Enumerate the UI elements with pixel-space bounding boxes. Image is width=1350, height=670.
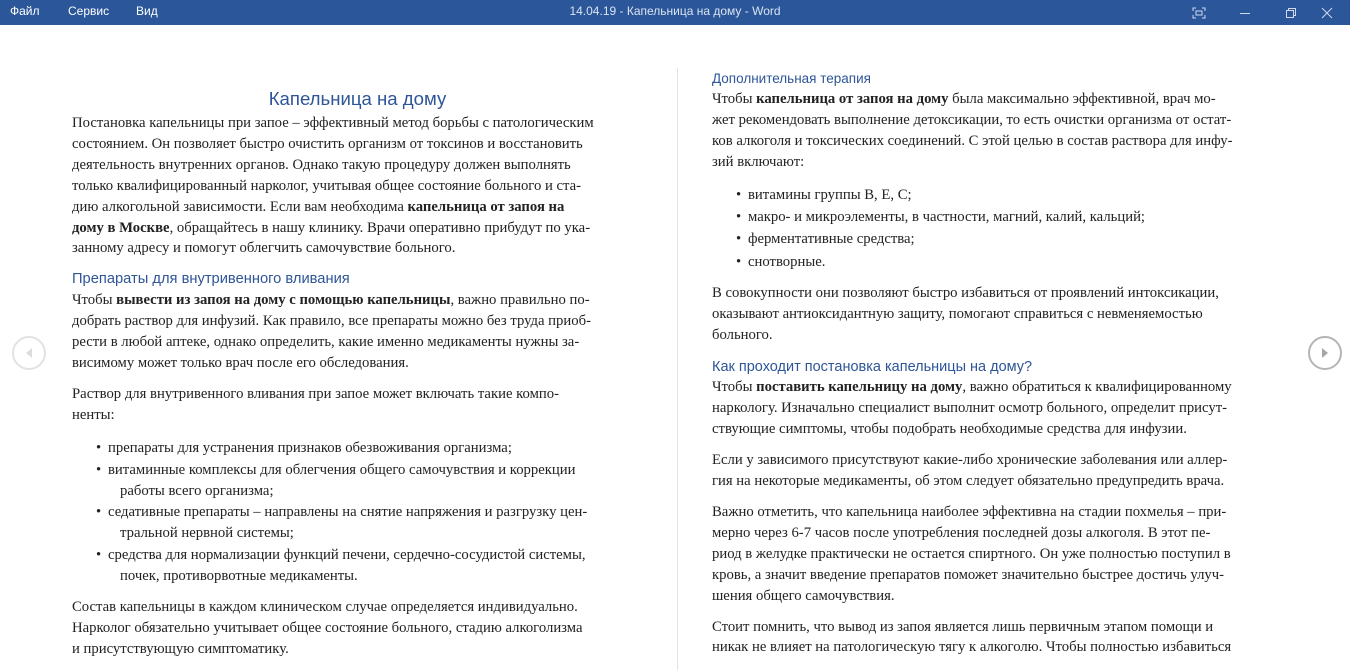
- menu-file[interactable]: Файл: [10, 4, 40, 18]
- close-button[interactable]: [1304, 0, 1350, 25]
- list-item: • ферментативные средства;: [736, 231, 915, 248]
- prev-page-button[interactable]: [12, 336, 46, 370]
- close-icon: [1321, 7, 1333, 19]
- title-bar: [0, 0, 1350, 25]
- list-item: • препараты для устранения признаков обезвоживания организма;: [96, 439, 512, 456]
- section-heading: Как проходит постановка капельницы на дому?: [712, 358, 1033, 375]
- list-item: • витаминные комплексы для облегчения общего самочувствия и коррекции работы всего организма;: [96, 461, 576, 499]
- section-heading: Дополнительная терапия: [712, 71, 871, 86]
- next-page-button[interactable]: [1308, 336, 1342, 370]
- menu-service[interactable]: Сервис: [68, 4, 110, 18]
- bullet-list: [72, 438, 657, 587]
- paragraph: Важно отметить, что капельница наиболее эффективна на стадии похмелья – при- мерно через 6-7 часов после употребления последней дозы алкоголя. В этот пе- риод в желудке практически не остается спиртного. Он уже полностью поступил в кровь, а значит введение препаратов поможет значительно быстрее достичь улуч- шения общего самочувствия.: [712, 503, 1231, 604]
- paragraph: Раствор для внутривенного вливания при запое может включать такие компо- ненты:: [72, 385, 559, 423]
- page-divider: [677, 68, 678, 670]
- restore-icon: [1285, 7, 1297, 19]
- paragraph: Чтобы вывести из запоя на дому с помощью капельницы, важно правильно по- добрать раствор для инфузий. Как правило, все препараты можно без труда приоб- рести в любой аптеке, однако определить, какие именно медикаменты нужны за- висимому может только врач после его обследования.: [72, 292, 591, 371]
- list-item: • витамины группы В, Е, С;: [736, 186, 912, 203]
- paragraph: Состав капельницы в каждом клиническом случае определяется индивидуально. Нарколог обязательно учитывает общее состояние больного, стадию алкоголизма и присутствующую симптоматику.: [72, 599, 583, 657]
- paragraph: Чтобы капельница от запоя на дому была максимально эффективной, врач мо- жет рекомендовать выполнение детоксикации, то есть очистки организма от остат- ков алкоголя и токсических соединений. С этой целью в состав раствора для инфу- зий включают:: [712, 91, 1233, 170]
- document-title: Капельница на дому: [268, 88, 447, 109]
- paragraph: В совокупности они позволяют быстро избавиться от проявлений интоксикации, оказывают антиоксидантную защиту, помогают справиться с невменяемостью больного.: [712, 284, 1219, 343]
- focus-mode-icon: [1192, 7, 1206, 19]
- paragraph: Если у зависимого присутствуют какие-либо хронические заболевания или аллер- гия на некоторые медикаменты, об этом следует обязательно предупредить врача.: [712, 452, 1228, 490]
- focus-mode-button[interactable]: [1176, 0, 1222, 25]
- prev-page-icon: [22, 346, 36, 360]
- list-item: • макро- и микроэлементы, в частности, магний, калий, кальций;: [736, 208, 1146, 225]
- window-title: 14.04.19 - Капельница на дому - Word: [569, 4, 781, 18]
- minimize-icon: [1239, 7, 1251, 19]
- left-page: [72, 86, 657, 660]
- list-item: • снотворные.: [736, 253, 826, 270]
- paragraph: Чтобы поставить капельницу на дому, важно обратиться к квалифицированному наркологу. Изначально специалист выполнит осмотр больного, определит присут- ствующие симптомы, чтобы подобрать необходимые средства для инфузии.: [712, 379, 1232, 438]
- minimize-button[interactable]: [1222, 0, 1268, 25]
- next-page-icon: [1318, 346, 1332, 360]
- paragraph: Постановка капельницы при запое – эффективный метод борьбы с патологическим состоянием. Он позволяет быстро очистить организм от токсинов и восстановить деятельность внутренних органов. Однако такую процедуру должен выполнять только квалифицированный нарколог, учитывая общее состояние больного и ста- дию алкогольной зависимости. Если вам необходима капельница от запоя на дому в Москве, обращайтесь в нашу клинику. Врачи оперативно прибудут по ука- занному адресу и помогут облегчить самочувствие больного.: [72, 115, 594, 257]
- bullet-list: [712, 184, 1297, 273]
- section-heading: Препараты для внутривенного вливания: [72, 271, 350, 288]
- menu-view[interactable]: Вид: [136, 4, 158, 18]
- paragraph: Стоит помнить, что вывод из запоя является лишь первичным этапом помощи и никак не влияет на патологическую тягу к алкоголю. Чтобы полностью избавиться: [712, 618, 1232, 656]
- list-item: • средства для нормализации функций печени, сердечно-сосудистой системы, почек, противорвотные медикаменты.: [96, 547, 586, 585]
- list-item: • седативные препараты – направлены на снятие напряжения и разгрузку цен- тральной нервной системы;: [96, 504, 588, 542]
- right-page: [712, 69, 1297, 658]
